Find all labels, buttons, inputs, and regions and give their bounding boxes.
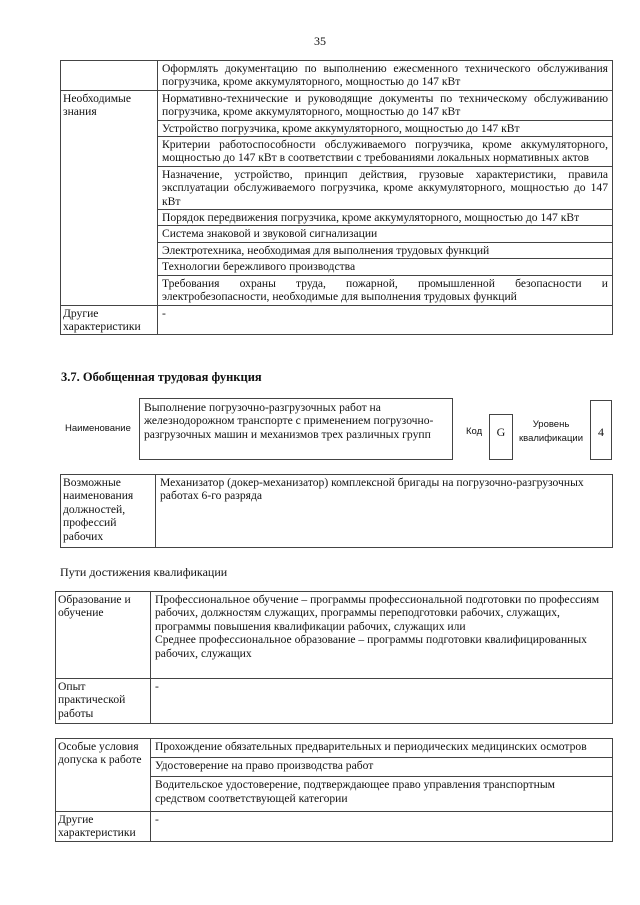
admission-table bbox=[55, 738, 613, 842]
positions-value: Механизатор (докер-механизатор) комплексной бригады на погрузочно-разгрузочных работах 6-го разряда bbox=[156, 475, 613, 548]
admission-other-value: - bbox=[151, 812, 613, 842]
education-label: Образование и обучение bbox=[56, 592, 151, 679]
table-row bbox=[56, 739, 613, 758]
table-row bbox=[61, 475, 613, 548]
section-title: 3.7. Обобщенная трудовая функция bbox=[61, 370, 262, 384]
admission-other-label: Другие характеристики bbox=[56, 812, 151, 842]
education-text-1: Профессиональное обучение – программы профессиональной подготовки по профессиям рабочих, должностям служащих, программы переподготовки рабочих, служащих, программы повышения квалификации рабочих, служащих или bbox=[155, 593, 600, 633]
knowledge-item: Назначение, устройство, принцип действия, грузовые характеристики, правила эксплуатации обслуживаемого погрузчика, кроме аккумуляторного, мощностью до 147 кВт bbox=[158, 166, 613, 209]
qualification-paths-title: Пути достижения квалификации bbox=[60, 565, 228, 579]
knowledge-item: Технологии бережливого производства bbox=[158, 259, 613, 275]
table-row bbox=[61, 305, 613, 335]
table-row bbox=[61, 61, 613, 91]
admission-label: Особые условия допуска к работе bbox=[56, 739, 151, 812]
code-value-box: G bbox=[489, 414, 513, 460]
knowledge-table bbox=[60, 60, 613, 335]
knowledge-label: Необходимые знания bbox=[61, 90, 158, 305]
skill-cell: Оформлять документацию по выполнению ежесменного технического обслуживания погрузчика, кроме аккумуляторного, мощностью до 147 кВт bbox=[158, 61, 613, 91]
level-value-box: 4 bbox=[590, 400, 612, 460]
level-label: Уровень квалификации bbox=[518, 419, 584, 444]
knowledge-item: Система знаковой и звуковой сигнализации bbox=[158, 226, 613, 242]
positions-label: Возможные наименования должностей, профессий рабочих bbox=[61, 475, 156, 548]
other-characteristics-value: - bbox=[158, 305, 613, 335]
education-value bbox=[151, 592, 613, 679]
experience-value: - bbox=[151, 679, 613, 724]
positions-table bbox=[60, 474, 613, 548]
table-row bbox=[61, 90, 613, 120]
admission-item: Удостоверение на право производства работ bbox=[151, 758, 613, 777]
page-number: 35 bbox=[314, 34, 326, 48]
empty-label-cell bbox=[61, 61, 158, 91]
knowledge-item: Критерии работоспособности обслуживаемого погрузчика, кроме аккумуляторного, мощностью до 147 кВт в соответствии с требованиями локальных нормативных актов bbox=[158, 137, 613, 167]
knowledge-item: Порядок передвижения погрузчика, кроме аккумуляторного, мощностью до 147 кВт bbox=[158, 210, 613, 226]
knowledge-item: Нормативно-технические и руководящие документы по техническому обслуживанию погрузчика, кроме аккумуляторного, мощностью до 147 кВт bbox=[158, 90, 613, 120]
admission-item: Прохождение обязательных предварительных и периодических медицинских осмотров bbox=[151, 739, 613, 758]
table-row bbox=[56, 812, 613, 842]
knowledge-item: Требования охраны труда, пожарной, промышленной безопасности и электробезопасности, необходимые для выполнения трудовых функций bbox=[158, 275, 613, 305]
education-table bbox=[55, 591, 613, 724]
knowledge-item: Устройство погрузчика, кроме аккумуляторного, мощностью до 147 кВт bbox=[158, 120, 613, 136]
knowledge-item: Электротехника, необходимая для выполнения трудовых функций bbox=[158, 242, 613, 258]
experience-label: Опыт практической работы bbox=[56, 679, 151, 724]
other-characteristics-label: Другие характеристики bbox=[61, 305, 158, 335]
table-row bbox=[56, 592, 613, 679]
function-name-box: Выполнение погрузочно-разгрузочных работ на железнодорожном транспорте с применением погрузочно-разгрузочных машин и механизмов трех различных групп bbox=[139, 398, 453, 460]
table-row bbox=[56, 679, 613, 724]
admission-item: Водительское удостоверение, подтверждающее право управления транспортным средством соответствующей категории bbox=[151, 777, 613, 812]
education-text-2: Среднее профессиональное образование – программы подготовки квалифицированных рабочих, служащих bbox=[155, 633, 587, 660]
name-label: Наименование bbox=[65, 423, 131, 434]
code-label: Код bbox=[466, 426, 483, 437]
